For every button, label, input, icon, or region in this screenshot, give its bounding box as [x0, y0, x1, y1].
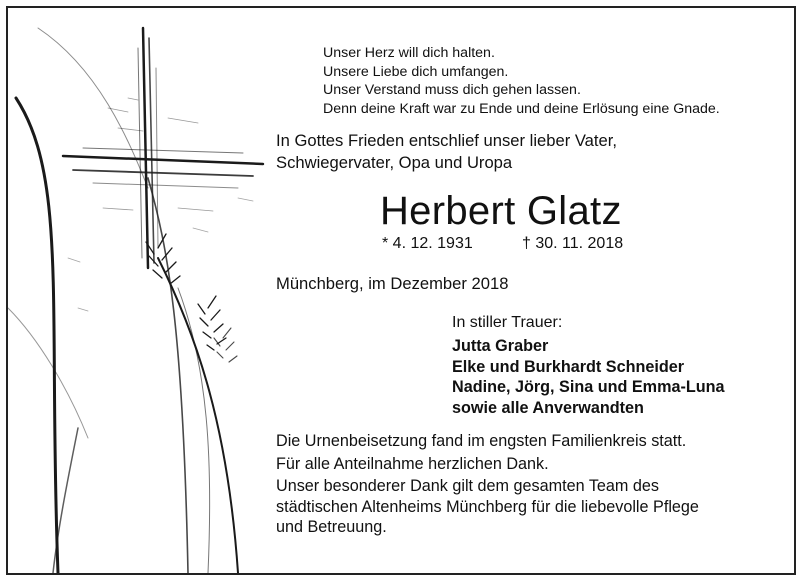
poem-line: Denn deine Kraft war zu Ende und deine Erlösung eine Gnade.: [323, 100, 720, 117]
footer-line: und Betreuung.: [276, 518, 387, 536]
footer-line: Unser besonderer Dank gilt dem gesamten Team des: [276, 477, 660, 495]
poem-line: Unser Verstand muss dich gehen lassen.: [323, 82, 581, 98]
place-date: Münchberg, im Dezember 2018: [276, 274, 509, 293]
mourner-name: Elke und Burkhardt Schneider: [452, 357, 685, 376]
poem-line: Unser Herz will dich halten.: [323, 45, 495, 61]
deceased-name: Herbert Glatz: [380, 189, 622, 233]
mourner-name: Jutta Graber: [452, 337, 549, 355]
mourner-name: sowie alle Anverwandten: [452, 398, 644, 417]
mourning-label: In stiller Trauer:: [452, 314, 563, 331]
mourner-name: Nadine, Jörg, Sina und Emma-Luna: [452, 378, 725, 396]
intro-line: In Gottes Frieden entschlief unser lieber Vater,: [276, 131, 617, 150]
poem-line: Unsere Liebe dich umfangen.: [323, 63, 509, 80]
footer-text: [276, 431, 699, 538]
birth-date: * 4. 12. 1931: [382, 235, 473, 252]
intro-text: [276, 130, 617, 174]
poem: [323, 44, 720, 118]
intro-line: Schwiegervater, Opa und Uropa: [276, 153, 513, 172]
obituary-notice: [6, 6, 796, 575]
footer-line: Für alle Anteilnahme herzlichen Dank.: [276, 454, 549, 473]
footer-line: Die Urnenbeisetzung fand im engsten Familienkreis statt.: [276, 432, 687, 450]
footer-line: städtischen Altenheims Münchberg für die liebevolle Pflege: [276, 497, 699, 516]
cross-wheat-icon: [8, 8, 278, 573]
mourners-list: [452, 336, 725, 418]
death-date: † 30. 11. 2018: [522, 235, 624, 252]
